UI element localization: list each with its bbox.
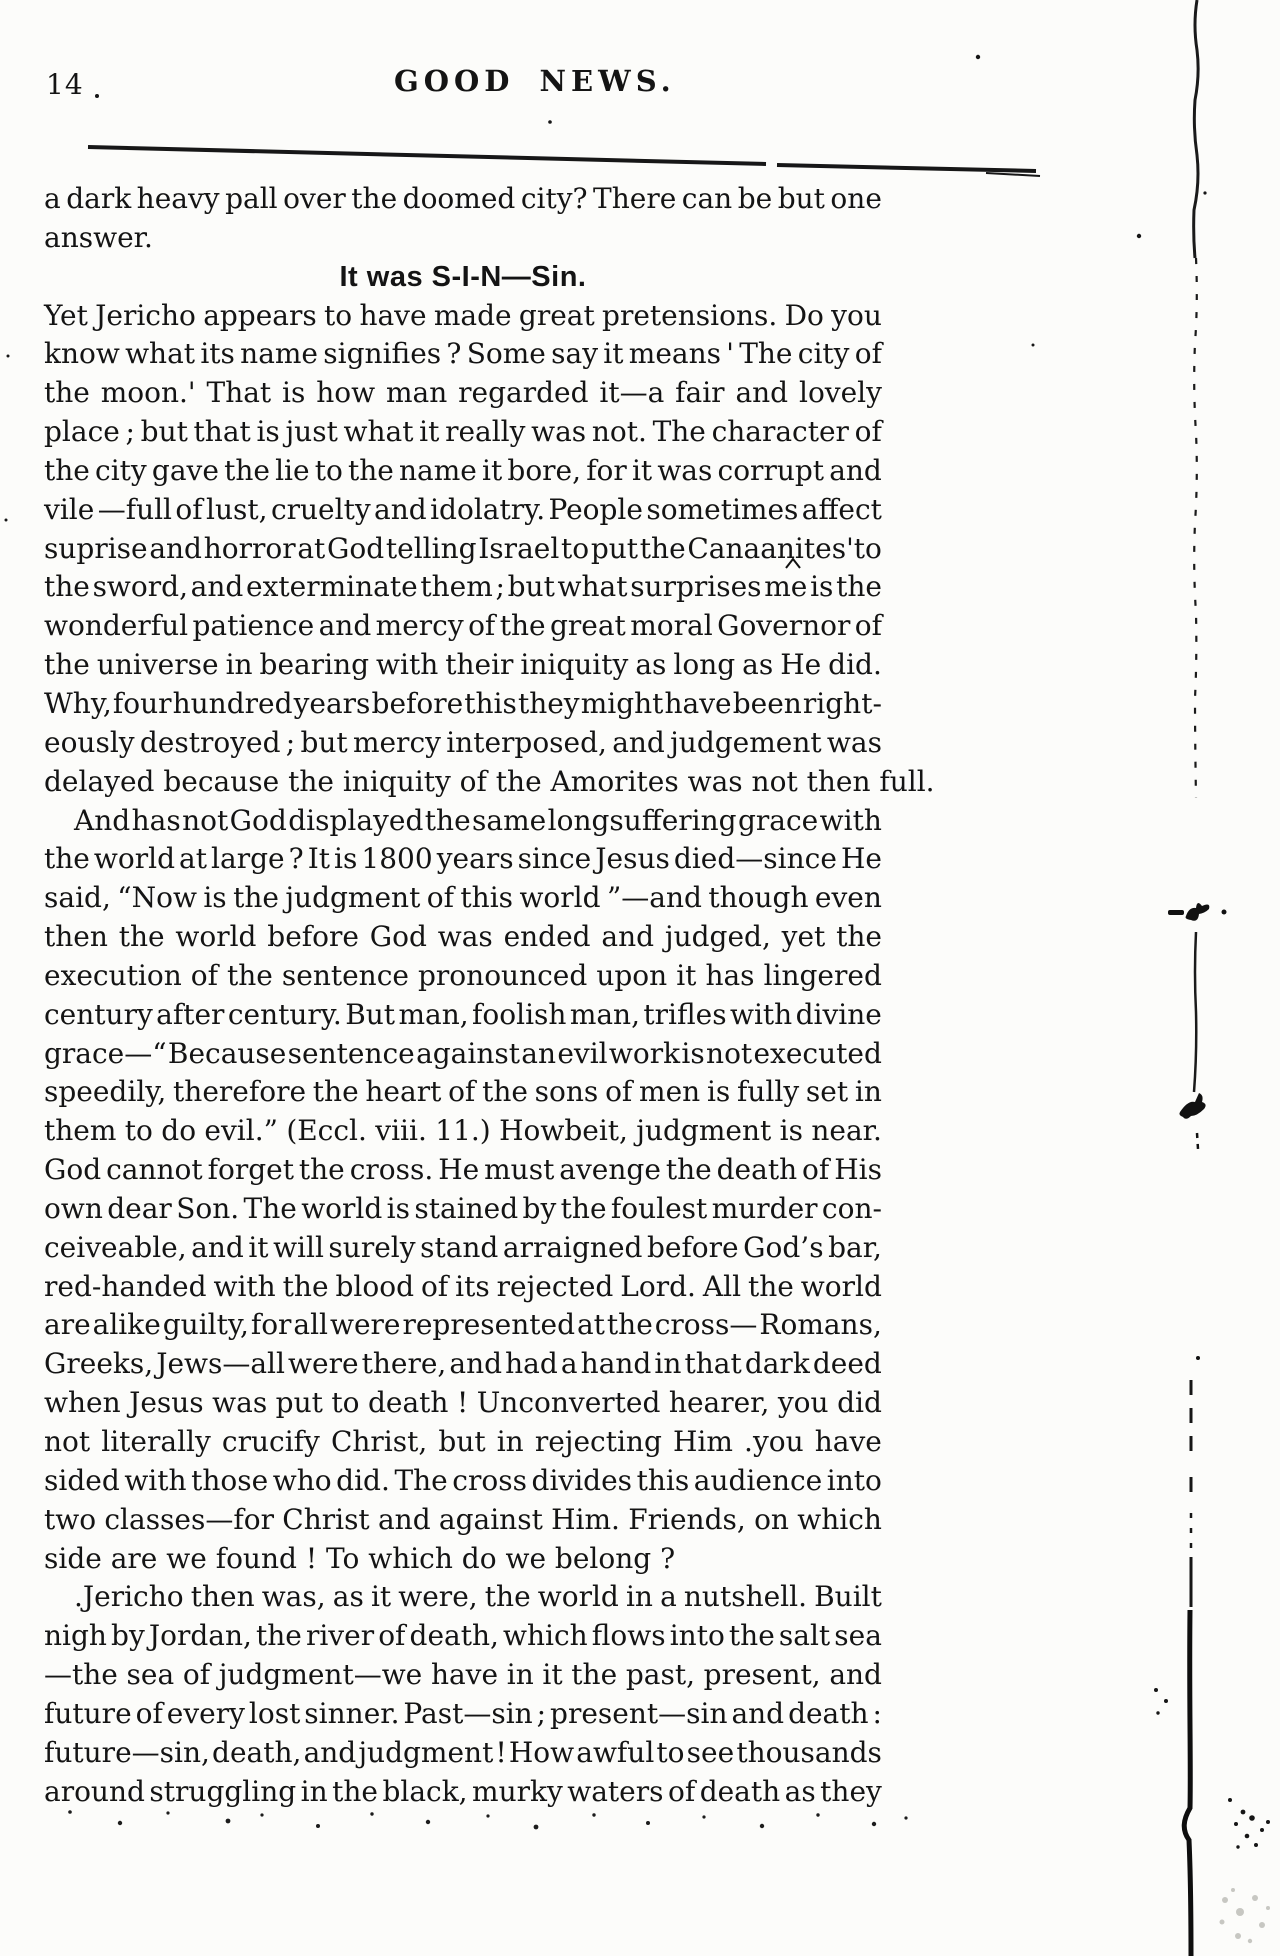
- text-line: the universe in bearing with their iniquity as long as He did.: [44, 648, 882, 682]
- text-line: when Jesus was put to death ! Unconverted hearer, you did: [44, 1386, 882, 1420]
- text-line: future of every lost sinner. Past—sin ; present—sin and death :: [44, 1696, 882, 1730]
- text-line: know what its name signifies ? Some say it means ' The city of: [44, 337, 882, 371]
- section-heading: It was S-I-N—Sin.: [339, 260, 587, 293]
- text-line: answer.: [44, 220, 153, 254]
- page-number: 14: [46, 68, 84, 101]
- text-line: wonderful patience and mercy of the great moral Governor of: [44, 609, 882, 643]
- text-line: then the world before God was ended and judged, yet the: [44, 920, 882, 954]
- text-line: the sword, and exterminate them ; but what surprises me is the: [44, 570, 882, 604]
- text-line: them to do evil.” (Eccl. viii. 11.) Howbeit, judgment is near.: [44, 1114, 882, 1148]
- body-text: [44, 180, 935, 1811]
- text-line: are alike guilty, for all were represented at the cross— Romans,: [44, 1308, 882, 1342]
- text-line: a dark heavy pall over the doomed city? There can be but one: [44, 182, 882, 215]
- text-line: ceiveable, and it will surely stand arraigned before God’s bar,: [44, 1230, 882, 1264]
- text-line: nigh by Jordan, the river of death, which flows into the salt sea: [44, 1619, 882, 1653]
- text-line: place ; but that is just what it really was not. The character of: [44, 415, 882, 449]
- running-title: GOOD NEWS.: [394, 64, 676, 98]
- ink-blot: [1186, 903, 1210, 921]
- dot-trail: [68, 1810, 907, 1829]
- text-line: Why, four hundred years before this they might have been right-: [44, 686, 882, 720]
- grey-smudge: [1220, 1888, 1271, 1943]
- text-line: grace—“ Because sentence against an evil work is not executed: [44, 1036, 882, 1070]
- crease-line: [1184, 1610, 1191, 1956]
- text-line: sided with those who did. The cross divides this audience into: [44, 1463, 882, 1497]
- text-line: the moon.' That is how man regarded it—a fair and lovely: [44, 376, 882, 410]
- text-line: vile —full of lust, cruelty and idolatry. People sometimes affect: [44, 492, 882, 526]
- crease-line: [1194, 0, 1198, 258]
- text-line: own dear Son. The world is stained by the foulest murder con-: [44, 1191, 882, 1225]
- text-line: speedily, therefore the heart of the sons of men is fully set in: [44, 1075, 882, 1109]
- text-line: execution of the sentence pronounced upon it has lingered: [44, 958, 882, 992]
- text-line: the city gave the lie to the name it bore, for it was corrupt and: [44, 453, 882, 487]
- text-line: century after century. But man, foolish man, trifles with divine: [44, 997, 882, 1031]
- text-line: Yet Jericho appears to have made great pretensions. Do you: [44, 298, 882, 332]
- text-line: .Jericho then was, as it were, the world in a nutshell. Built: [74, 1580, 882, 1614]
- text-line: eously destroyed ; but mercy interposed, and judgement was: [44, 725, 882, 759]
- text-line: Greeks, Jews—all were there, and had a hand in that dark deed: [44, 1347, 882, 1381]
- text-line: the world at large ? It is 1800 years since Jesus died—since He: [44, 842, 882, 876]
- text-line: two classes—for Christ and against Him. Friends, on which: [44, 1502, 882, 1536]
- text-line: suprise and horror at God telling Israel to put the Canaanites'to: [44, 531, 882, 565]
- ink-blot: [1179, 1093, 1205, 1119]
- text-line: God cannot forget the cross. He must avenge the death of His: [44, 1153, 882, 1187]
- text-line: red-handed with the blood of its rejected Lord. All the world: [44, 1269, 882, 1303]
- text-line: not literally crucify Christ, but in rejecting Him .you have: [44, 1425, 882, 1458]
- text-line: And has not God displayed the same longsuffering grace with: [74, 803, 882, 837]
- text-line: —the sea of judgment—we have in it the past, present, and: [44, 1658, 882, 1692]
- text-line: future—sin, death, and judgment ! How awful to see thousands: [44, 1735, 882, 1769]
- text-line: delayed because the iniquity of the Amorites was not then full.: [44, 764, 935, 798]
- text-line: said, “Now is the judgment of this world ”—and though even: [44, 881, 882, 915]
- text-line: side are we found ! To which do we belong ?: [44, 1541, 676, 1575]
- text-line: around struggling in the black, murky waters of death as they: [44, 1774, 882, 1808]
